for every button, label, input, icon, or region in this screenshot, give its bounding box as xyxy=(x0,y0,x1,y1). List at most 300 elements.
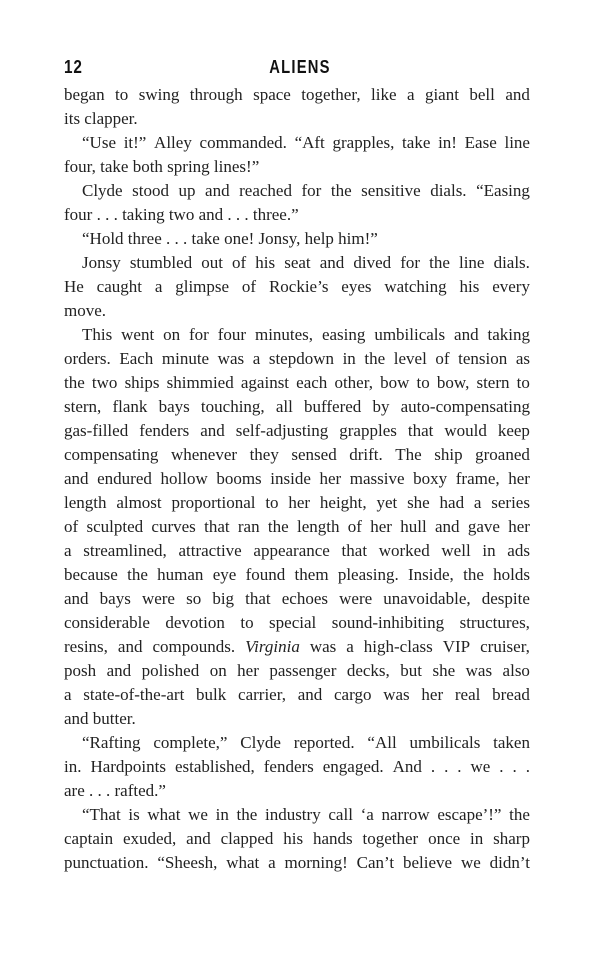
word: believe xyxy=(402,853,453,872)
running-header xyxy=(64,57,536,77)
word: length xyxy=(296,517,340,536)
word: “That xyxy=(82,805,121,824)
word: considerable xyxy=(64,613,150,632)
word: unavoidable, xyxy=(383,589,471,608)
word: structures, xyxy=(459,613,530,632)
word: sensed xyxy=(291,445,337,464)
word: special xyxy=(269,613,317,632)
word: compounds. xyxy=(152,637,236,656)
word: real xyxy=(454,685,481,704)
paragraph xyxy=(64,731,530,803)
word: dials. xyxy=(430,181,467,200)
word: take xyxy=(402,133,431,152)
text-segment: its clapper. xyxy=(64,109,138,128)
word: “Easing xyxy=(476,181,530,200)
word: the xyxy=(236,805,258,824)
word: commanded. xyxy=(199,133,287,152)
word: minute xyxy=(161,349,210,368)
word: the xyxy=(127,565,148,584)
word: compensating xyxy=(64,445,159,464)
text-line xyxy=(64,611,530,635)
text-segment: four, take both spring lines!” xyxy=(64,157,260,176)
word: she xyxy=(432,661,456,680)
word: and xyxy=(205,181,230,200)
word: holds xyxy=(493,565,530,584)
word: escape’!” xyxy=(437,805,502,824)
word: punctuation. xyxy=(64,853,149,872)
word: she xyxy=(407,493,430,512)
word: call xyxy=(328,805,353,824)
word: his xyxy=(283,829,304,848)
word: “Aft xyxy=(294,133,325,152)
word: was xyxy=(309,637,337,656)
text-line xyxy=(64,323,530,347)
word: were xyxy=(339,589,373,608)
text-line xyxy=(64,179,530,203)
word: line xyxy=(504,133,530,152)
word: carrier, xyxy=(238,685,286,704)
word: is xyxy=(128,805,140,824)
italic-text: Virginia xyxy=(245,637,300,656)
word: self-adjusting xyxy=(235,421,329,440)
word: eyes xyxy=(341,277,372,296)
word: her xyxy=(421,685,444,704)
body-text xyxy=(64,83,530,875)
word: that xyxy=(407,421,434,440)
word: of xyxy=(347,517,362,536)
word: that xyxy=(245,589,271,608)
word: out xyxy=(201,253,223,272)
text-line xyxy=(64,635,530,659)
word: industry xyxy=(264,805,321,824)
word: began xyxy=(64,85,105,104)
word: ship xyxy=(434,445,463,464)
word: each xyxy=(296,373,328,392)
word: to xyxy=(240,613,254,632)
word: but xyxy=(400,661,423,680)
text-line xyxy=(64,827,530,851)
word: appearance xyxy=(253,541,330,560)
paragraph xyxy=(64,251,530,323)
word: watching xyxy=(384,277,447,296)
paragraph xyxy=(64,179,530,227)
word: stood xyxy=(132,181,169,200)
word: his xyxy=(255,253,276,272)
word: dials. xyxy=(493,253,530,272)
text-line xyxy=(64,443,530,467)
word: gave xyxy=(467,517,500,536)
word: the xyxy=(429,253,450,272)
page-number: 12 xyxy=(64,57,83,77)
word: polished xyxy=(141,661,200,680)
word: narrow xyxy=(381,805,430,824)
word: auto-compensating xyxy=(400,397,530,416)
word: cruiser, xyxy=(480,637,530,656)
text-line xyxy=(64,467,530,491)
word: the xyxy=(509,805,530,824)
word: was xyxy=(383,685,410,704)
word: also xyxy=(502,661,530,680)
word: Each xyxy=(119,349,154,368)
word: and xyxy=(297,685,323,704)
word: once xyxy=(428,829,461,848)
word: in xyxy=(482,541,496,560)
word: minutes, xyxy=(254,325,314,344)
word: VIP xyxy=(442,637,471,656)
word: of xyxy=(435,349,450,368)
text-line xyxy=(64,563,530,587)
word: caught xyxy=(96,277,142,296)
word: together xyxy=(362,829,419,848)
word: cargo xyxy=(334,685,372,704)
word: of xyxy=(232,253,247,272)
word: stepdown xyxy=(268,349,334,368)
word: that xyxy=(204,517,230,536)
text-line xyxy=(64,131,530,155)
word: every xyxy=(492,277,530,296)
word: glimpse xyxy=(175,277,230,296)
word: sharp xyxy=(493,829,530,848)
word: and xyxy=(186,829,211,848)
text-line xyxy=(64,419,530,443)
word: a xyxy=(473,493,482,512)
word: Clyde xyxy=(82,181,123,200)
word: keep xyxy=(497,421,530,440)
word: booms xyxy=(216,469,262,488)
word: “All xyxy=(367,733,397,752)
word: bulk xyxy=(196,685,227,704)
word: were xyxy=(141,589,175,608)
word: reached xyxy=(239,181,292,200)
word: established, xyxy=(174,757,255,776)
word: other, xyxy=(334,373,373,392)
text-line xyxy=(64,491,530,515)
word: space xyxy=(253,85,291,104)
word: the xyxy=(267,517,289,536)
word: we xyxy=(470,757,491,776)
word: Clyde xyxy=(240,733,281,752)
word: Jonsy xyxy=(82,253,121,272)
word: Hardpoints xyxy=(90,757,166,776)
word: the xyxy=(330,181,352,200)
word: touching, xyxy=(200,397,265,416)
text-line xyxy=(64,203,530,227)
text-line xyxy=(64,299,530,323)
word: ‘a xyxy=(360,805,374,824)
word: human xyxy=(157,565,204,584)
word: worked xyxy=(378,541,430,560)
word: of xyxy=(241,277,257,296)
text-segment: “Hold three . . . take one! Jonsy, help him!” xyxy=(82,229,378,248)
word: whenever xyxy=(170,445,238,464)
word: seat xyxy=(284,253,311,272)
text-line xyxy=(64,683,530,707)
word: level xyxy=(393,349,427,368)
word: we xyxy=(460,853,481,872)
word: proportional xyxy=(171,493,256,512)
word: and xyxy=(117,637,143,656)
word: and xyxy=(319,253,345,272)
word: up xyxy=(178,181,196,200)
paragraph xyxy=(64,131,530,179)
word: posh xyxy=(64,661,97,680)
word: to xyxy=(416,373,430,392)
word: echoes xyxy=(281,589,329,608)
word: all xyxy=(275,397,293,416)
word: of xyxy=(64,517,79,536)
word: ships xyxy=(124,373,160,392)
word: fenders xyxy=(263,757,314,776)
word: bow xyxy=(380,373,410,392)
word: big xyxy=(212,589,235,608)
word: her xyxy=(508,517,530,536)
word: . xyxy=(430,757,436,776)
word: buffered xyxy=(304,397,362,416)
word: This xyxy=(82,325,113,344)
word: the xyxy=(64,373,85,392)
word: height, xyxy=(319,493,367,512)
word: Alley xyxy=(154,133,192,152)
word: what xyxy=(147,805,181,824)
word: attractive xyxy=(178,541,242,560)
word: giant xyxy=(424,85,459,104)
text-line xyxy=(64,155,530,179)
word: gas-filled xyxy=(64,421,129,440)
word: hands xyxy=(312,829,353,848)
text-line xyxy=(64,731,530,755)
word: resins, xyxy=(64,637,108,656)
word: morning! xyxy=(284,853,348,872)
word: sound-inhibiting xyxy=(331,613,445,632)
word: Can’t xyxy=(356,853,395,872)
word: in! xyxy=(438,133,457,152)
word: despite xyxy=(481,589,530,608)
word: curves xyxy=(151,517,196,536)
word: grapples, xyxy=(332,133,395,152)
text-line xyxy=(64,587,530,611)
word: would xyxy=(444,421,487,440)
word: a xyxy=(346,637,354,656)
text-line xyxy=(64,755,530,779)
word: and xyxy=(64,589,89,608)
text-line xyxy=(64,515,530,539)
word: captain xyxy=(64,829,114,848)
word: in xyxy=(470,829,484,848)
text-segment: move. xyxy=(64,301,107,320)
word: The xyxy=(395,445,422,464)
word: was xyxy=(217,349,245,368)
word: . xyxy=(444,757,449,776)
word: Ease xyxy=(464,133,497,152)
word: a xyxy=(268,853,276,872)
word: grapples xyxy=(339,421,397,440)
word: dived xyxy=(353,253,392,272)
word: reported. xyxy=(293,733,355,752)
word: sensitive xyxy=(361,181,421,200)
text-line xyxy=(64,659,530,683)
word: yet xyxy=(376,493,398,512)
word: . xyxy=(512,757,517,776)
word: . xyxy=(525,757,530,776)
text-line xyxy=(64,707,530,731)
text-line xyxy=(64,851,530,875)
word: together, xyxy=(301,85,361,104)
word: almost xyxy=(116,493,162,512)
paragraph xyxy=(64,803,530,875)
word: bays xyxy=(99,589,131,608)
word: . xyxy=(499,757,504,776)
text-segment: four . . . taking two and . . . three.” xyxy=(64,205,299,224)
word: her xyxy=(319,469,342,488)
word: hollow xyxy=(160,469,208,488)
word: He xyxy=(64,277,84,296)
word: them xyxy=(294,565,329,584)
word: four xyxy=(217,325,247,344)
word: drift. xyxy=(349,445,383,464)
word: had xyxy=(439,493,465,512)
word: what xyxy=(226,853,260,872)
word: boxy xyxy=(413,469,448,488)
paragraph xyxy=(64,323,530,731)
word: stern xyxy=(476,373,510,392)
word: to xyxy=(265,493,279,512)
word: fenders xyxy=(139,421,190,440)
word: and xyxy=(106,661,132,680)
word: we xyxy=(188,805,208,824)
paragraph xyxy=(64,227,530,251)
word: bow, xyxy=(436,373,470,392)
word: groaned xyxy=(475,445,530,464)
word: his xyxy=(459,277,480,296)
word: her xyxy=(288,493,311,512)
word: was xyxy=(465,661,493,680)
text-line xyxy=(64,371,530,395)
word: series xyxy=(491,493,530,512)
word: shimmied xyxy=(166,373,234,392)
word: the xyxy=(364,349,386,368)
word: to xyxy=(516,373,530,392)
word: for xyxy=(189,325,209,344)
word: the xyxy=(463,565,484,584)
word: it!” xyxy=(123,133,147,152)
word: on xyxy=(163,325,181,344)
word: swing xyxy=(138,85,180,104)
word: her xyxy=(370,517,392,536)
word: massive xyxy=(349,469,405,488)
running-title: ALIENS xyxy=(269,57,331,77)
word: a xyxy=(406,85,415,104)
word: “Sheesh, xyxy=(157,853,218,872)
word: inside xyxy=(270,469,311,488)
word: easing xyxy=(321,325,366,344)
word: like xyxy=(371,85,397,104)
text-segment: are . . . rafted.” xyxy=(64,781,166,800)
word: bays xyxy=(158,397,190,416)
text-line xyxy=(64,107,530,131)
word: on xyxy=(209,661,227,680)
word: and xyxy=(435,517,460,536)
word: state-of-the-art xyxy=(83,685,185,704)
word: as xyxy=(515,349,530,368)
word: found xyxy=(245,565,286,584)
word: a xyxy=(154,277,163,296)
word: exuded, xyxy=(122,829,177,848)
word: bell xyxy=(469,85,495,104)
word: in xyxy=(342,349,356,368)
word: “Rafting xyxy=(82,733,141,752)
word: “Use xyxy=(82,133,116,152)
word: umbilicals xyxy=(409,733,481,752)
word: and xyxy=(505,85,530,104)
word: Inside, xyxy=(408,565,454,584)
word: a xyxy=(252,349,261,368)
word: decks, xyxy=(346,661,390,680)
paragraph xyxy=(64,83,530,131)
word: went xyxy=(121,325,155,344)
word: against xyxy=(240,373,290,392)
word: because xyxy=(64,565,118,584)
word: sculpted xyxy=(86,517,144,536)
word: taking xyxy=(487,325,530,344)
word: hull xyxy=(400,517,427,536)
word: endured xyxy=(97,469,152,488)
word: engaged. xyxy=(322,757,384,776)
word: by xyxy=(372,397,390,416)
word: umbilicals xyxy=(374,325,446,344)
text-line xyxy=(64,539,530,563)
word: a xyxy=(64,541,72,560)
word: her xyxy=(508,469,530,488)
word: high-class xyxy=(363,637,433,656)
word: stern, xyxy=(64,397,102,416)
text-line xyxy=(64,347,530,371)
word: didn’t xyxy=(489,853,530,872)
word: passenger xyxy=(269,661,337,680)
word: frame, xyxy=(455,469,500,488)
word: and xyxy=(454,325,479,344)
word: and xyxy=(64,469,89,488)
word: orders. xyxy=(64,349,111,368)
text-line xyxy=(64,803,530,827)
text-line xyxy=(64,83,530,107)
word: clapped xyxy=(220,829,274,848)
text-line xyxy=(64,227,530,251)
word: flank xyxy=(112,397,148,416)
word: complete,” xyxy=(153,733,228,752)
word: they xyxy=(249,445,279,464)
word: eye xyxy=(212,565,237,584)
text-segment: and butter. xyxy=(64,709,136,728)
text-line xyxy=(64,779,530,803)
word: ran xyxy=(237,517,260,536)
word: well xyxy=(441,541,471,560)
word: for xyxy=(301,181,322,200)
word: and xyxy=(200,421,225,440)
word: in. xyxy=(64,757,82,776)
word: a xyxy=(64,685,72,704)
word: in xyxy=(215,805,229,824)
text-line xyxy=(64,251,530,275)
word: for xyxy=(400,253,421,272)
word: pleasing. xyxy=(337,565,399,584)
word: her xyxy=(237,661,259,680)
word: two xyxy=(91,373,118,392)
word: to xyxy=(115,85,129,104)
word: streamlined, xyxy=(83,541,167,560)
word: . xyxy=(457,757,462,776)
word: tension xyxy=(458,349,508,368)
word: bread xyxy=(492,685,530,704)
